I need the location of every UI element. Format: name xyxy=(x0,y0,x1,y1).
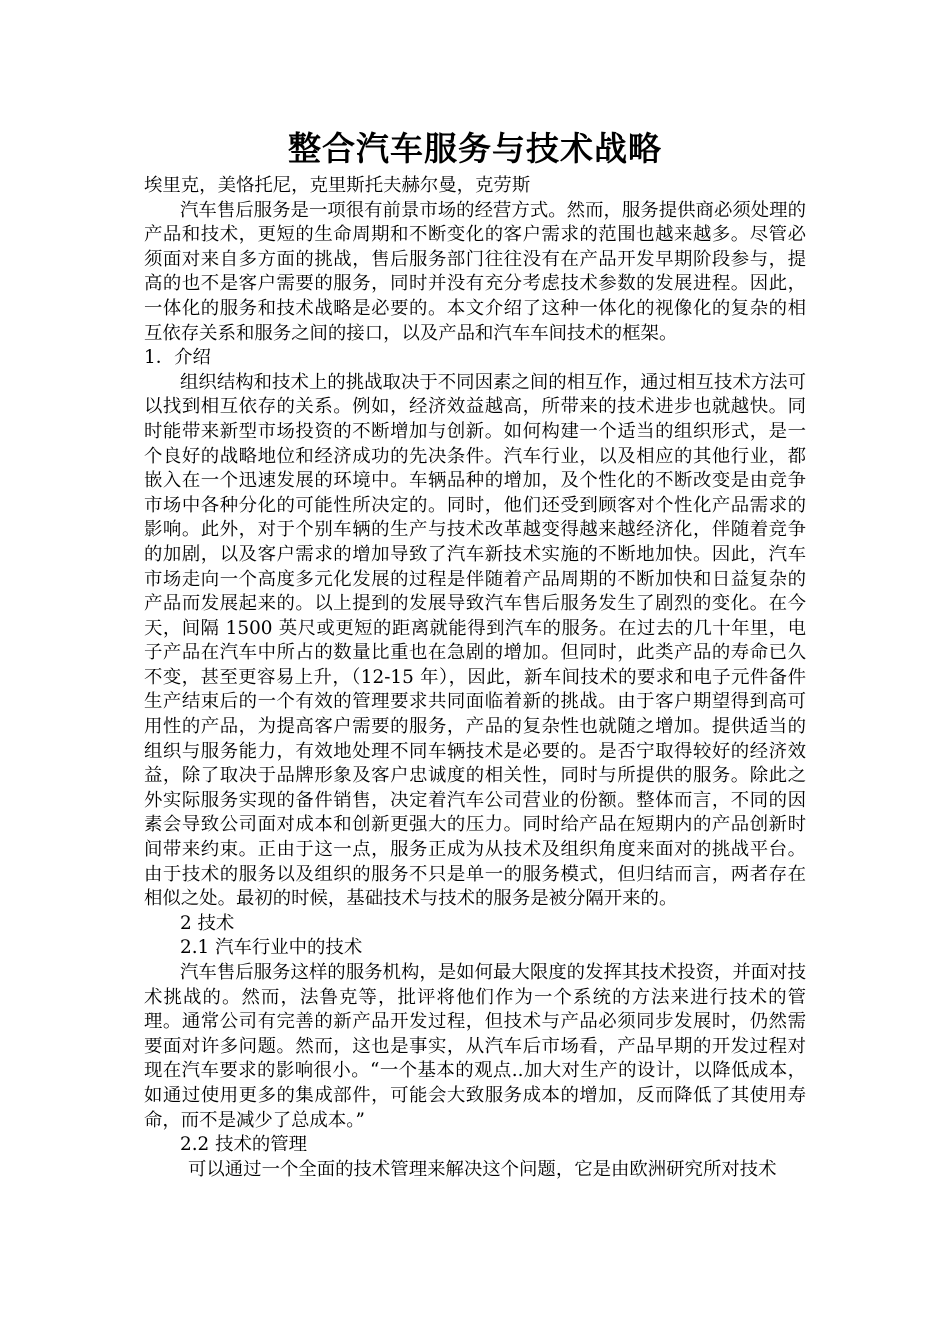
section-1-heading: 1．介绍 xyxy=(144,347,211,369)
section-2-1-paragraph: 汽车售后服务这样的服务机构，是如何最大限度的发挥其技术投资，并面对技术挑战的。然而，法鲁克等，批评将他们作为一个系统的方法来进行技术的管理。通常公司有完善的新产品开发过程，但技术与产品必须同步发展时，仍然需要面对许多问题。然而，这也是事实，从汽车后市场看，产品早期的开发过程对现在汽车要求的影响很小。“一个基本的观点..加大对生产的设计，以降低成本，如通过使用更多的集成部件，可能会大致服务成本的增加，反而降低了其使用寿命，而不是减少了总成本。” xyxy=(144,962,806,1131)
section-2-2-paragraph: 可以通过一个全面的技术管理来解决这个问题，它是由欧洲研究所对技术 xyxy=(188,1158,777,1180)
section-2-heading: 2 技术 xyxy=(180,912,235,934)
section-2-2-heading: 2.2 技术的管理 xyxy=(180,1134,308,1156)
author-line: 埃里克，美恪托尼，克里斯托夫赫尔曼，克劳斯 xyxy=(144,175,531,196)
abstract-paragraph: 汽车售后服务是一项很有前景市场的经营方式。然而，服务提供商必须处理的产品和技术，更短的生命周期和不断变化的客户需求的范围也越来越多。尽管必须面对来自多方面的挑战，售后服务部门往往没有在产品开发早期阶段参与，提高的也不是客户需要的服务，同时并没有充分考虑技术参数的发展进程。因此，一体化的服务和技术战略是必要的。本文介绍了这种一体化的视像化的复杂的相互依存关系和服务之间的接口，以及产品和汽车车间技术的框架。 xyxy=(144,199,806,344)
document-title: 整合汽车服务与技术战略 xyxy=(288,129,662,168)
section-1-paragraph: 组织结构和技术上的挑战取决于不同因素之间的相互作，通过相互技术方法可以找到相互依存的关系。例如，经济效益越高，所带来的技术进步也就越快。同时能带来新型市场投资的不断增加与创新。如何构建一个适当的组织形式，是一个良好的战略地位和经济成功的先决条件。汽车行业，以及相应的其他行业，都嵌入在一个迅速发展的环境中。车辆品种的增加，及个性化的不断改变是由竞争市场中各种分化的可能性所决定的。同时，他们还受到顾客对个性化产品需求的影响。此外，对于个别车辆的生产与技术改革越变得越来越经济化，伴随着竞争的加剧，以及客户需求的增加导致了汽车新技术实施的不断地加快。因此，汽车市场走向一个高度多元化发展的过程是伴随着产品周期的不断加快和日益复杂的产品而发展起来的。以上提到的发展导致汽车售后服务发生了剧烈的变化。在今天，间隔 1500 英尺或更短的距离就能得到汽车的服务。在过去的几十年里，电子产品在汽车中所占的数量比重也在急剧的增加。但同时，此类产品的寿命已久不变，甚至更容易上升，（12-15 年），因此，新车间技术的要求和电子元件备件生产结束后的一个有效的管理要求共同面临着新的挑战。由于客户期望得到高可用性的产品，为提高客户需要的服务，产品的复杂性也就随之增加。提供适当的组织与服务能力，有效地处理不同车辆技术是必要的。是否宁取得较好的经济效益，除了取决于品牌形象及客户忠诚度的相关性，同时与所提供的服务。除此之外实际服务实现的备件销售，决定着汽车公司营业的份额。整体而言，不同的因素会导致公司面对成本和创新更强大的压力。同时给产品在短期内的产品创新时间带来约束。正由于这一点，服务正成为从技术及组织角度来面对的挑战平台。由于技术的服务以及组织的服务不只是单一的服务模式，但归结而言，两者存在相似之处。最初的时候，基础技术与技术的服务是被分隔开来的。 xyxy=(144,371,806,910)
document-page xyxy=(144,124,806,1182)
section-2-1-heading: 2.1 汽车行业中的技术 xyxy=(180,937,363,959)
